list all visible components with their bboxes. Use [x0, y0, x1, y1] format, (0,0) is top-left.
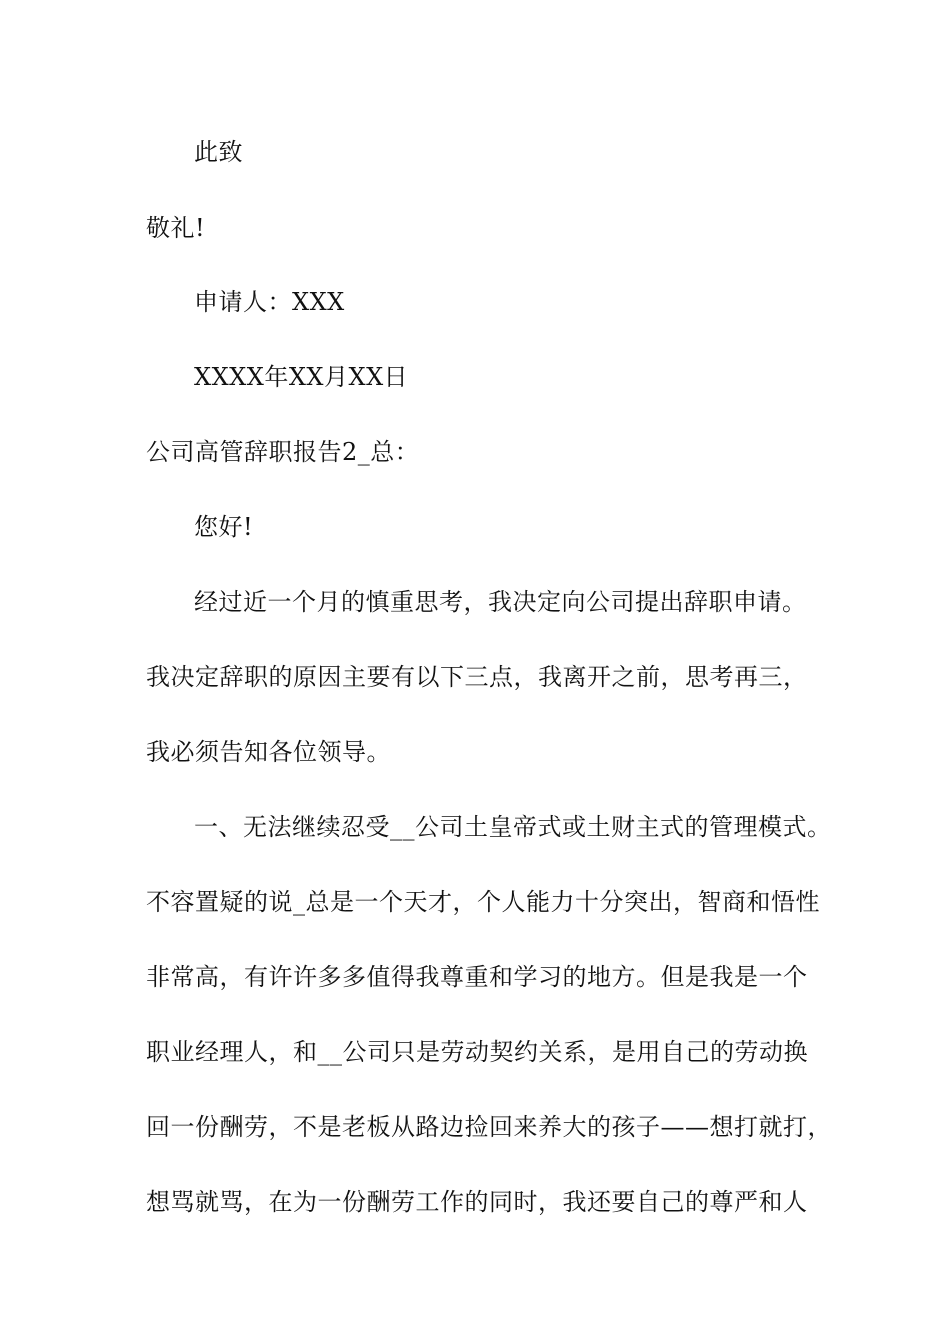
greeting-line: 您好!: [194, 513, 254, 541]
paragraph-line: 想骂就骂，在为一份酬劳工作的同时，我还要自己的尊严和人: [146, 1188, 808, 1216]
paragraph-line: 一、无法继续忍受__公司土皇帝式或土财主式的管理模式。: [194, 813, 832, 841]
paragraph-line: 不容置疑的说_总是一个天才，个人能力十分突出，智商和悟性: [146, 888, 820, 916]
paragraph-line: 回一份酬劳，不是老板从路边捡回来养大的孩子——想打就打，: [146, 1113, 832, 1141]
letter-title: 公司高管辞职报告2_总：: [146, 438, 420, 466]
salutation-line: 此致: [194, 138, 243, 166]
paragraph-line: 职业经理人，和__公司只是劳动契约关系，是用自己的劳动换: [146, 1038, 808, 1066]
date-line: XXXX年XX月XX日: [194, 363, 409, 391]
paragraph-line: 非常高，有许许多多值得我尊重和学习的地方。但是我是一个: [146, 963, 808, 991]
paragraph-line: 经过近一个月的慎重思考，我决定向公司提出辞职申请。: [194, 588, 807, 616]
applicant-line: 申请人：XXX: [194, 288, 345, 316]
regards-line: 敬礼!: [146, 214, 206, 242]
paragraph-line: 我决定辞职的原因主要有以下三点，我离开之前，思考再三，: [146, 663, 808, 691]
paragraph-line: 我必须告知各位领导。: [146, 738, 391, 766]
